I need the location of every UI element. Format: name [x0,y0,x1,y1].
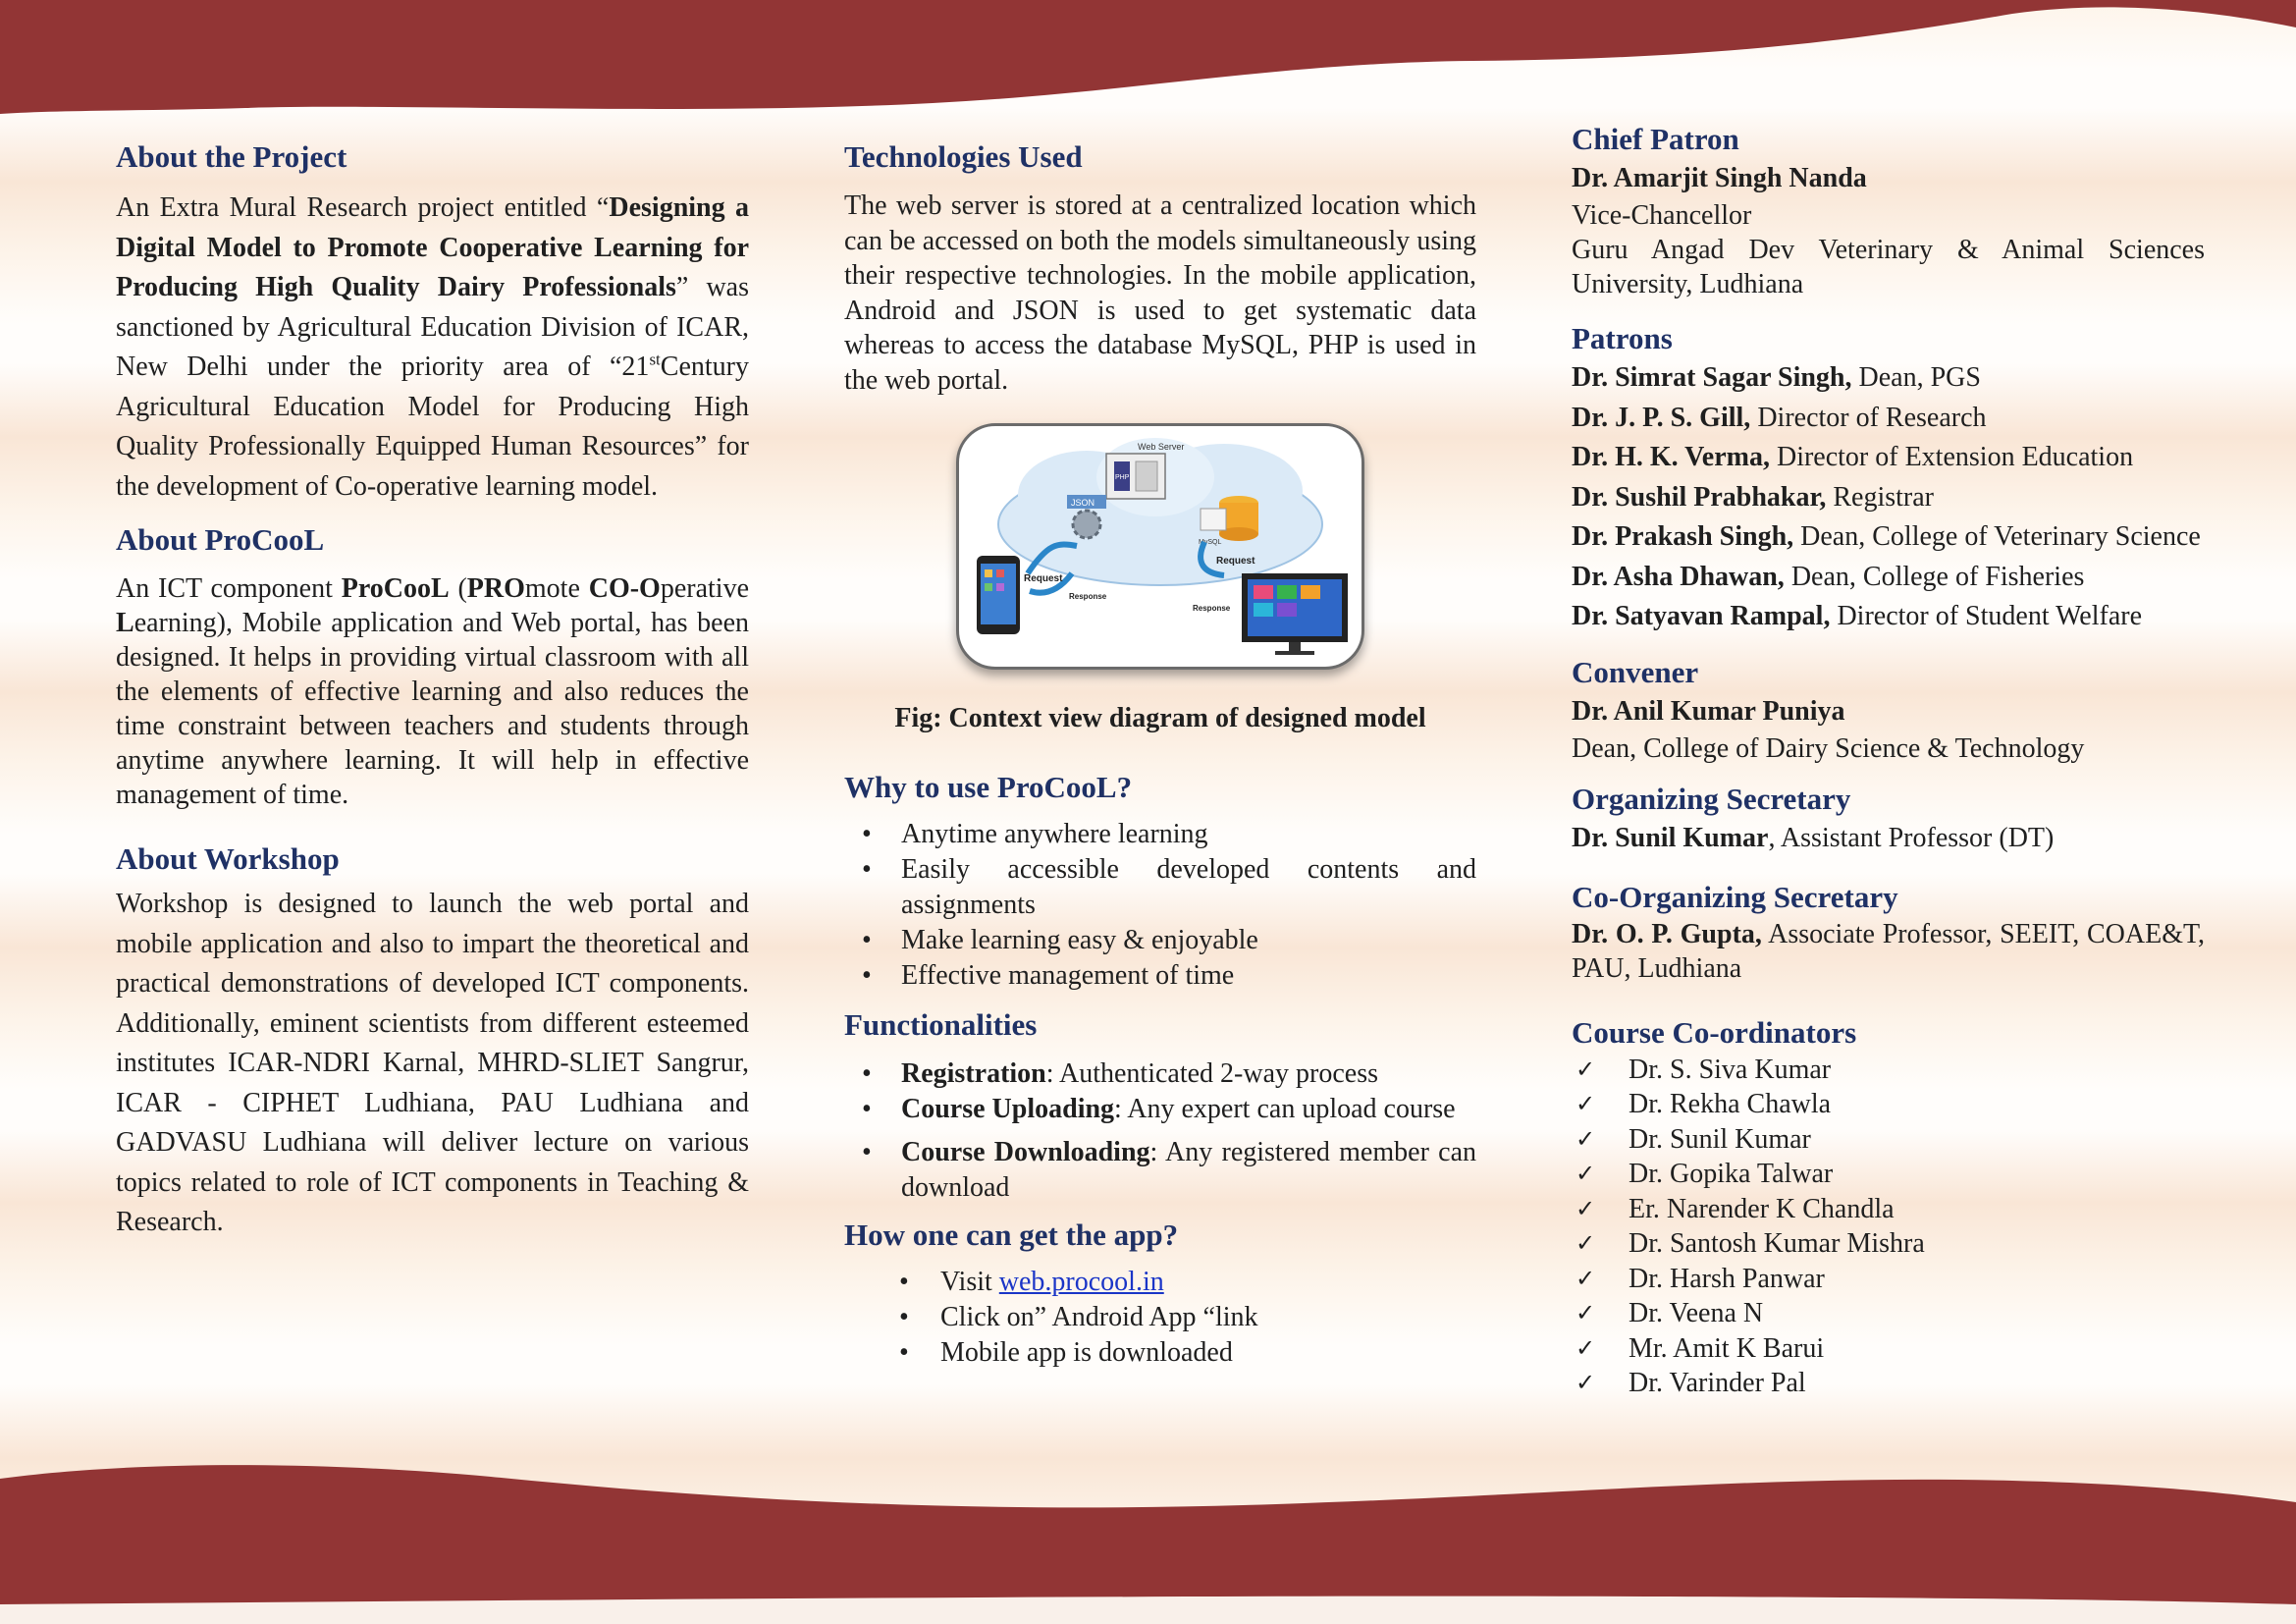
functionality-name: Course Uploading [901,1094,1115,1124]
patron-name: Dr. H. K. Verma, [1572,442,1770,472]
about-project-text [116,189,749,507]
patron-name: Dr. Simrat Sagar Singh, [1572,362,1852,393]
coordinator-item: ✓ Mr. Amit K Barui [1572,1331,2205,1367]
why-item: • Make learning easy & enjoyable [844,923,1476,958]
patron-name: Dr. J. P. S. Gill, [1572,402,1751,433]
functionalities-list [844,1056,1476,1206]
patron-name: Dr. Prakash Singh, [1572,521,1794,552]
get-app-item: • Click on” Android App “link [844,1300,1476,1335]
patron-item [1572,438,2205,478]
functionality-desc: : Authenticated 2-way process [1045,1058,1378,1089]
about-procool-heading: About ProCooL [116,522,325,557]
about-workshop-text: Workshop is designed to launch the web portal and mobile application and also to impart the theoretical and practical demonstrations of developed ICT components. Additionally, eminent scientists from different esteemed institutes ICAR-NDRI Karnal, MHRD-SLIET Sangrur, ICAR - CIPHET Ludhiana, PAU Ludhiana and GADVASU Ludhiana will deliver lecture on various topics related to role of ICT components in Teaching & Research. [116,889,749,1237]
organizing-heading: Organizing Secretary [1572,781,1851,816]
co-organizing-role: Associate Professor, SEEIT, COAE&T, PAU, Ludhiana [1572,918,2205,984]
response-label-left: Response [1069,592,1107,601]
chief-patron-name: Dr. Amarjit Singh Nanda [1572,163,1867,193]
get-app-item: • Mobile app is downloaded [844,1335,1476,1371]
visit-text: Visit [940,1267,999,1297]
procool-text-4: perative [660,573,749,604]
context-diagram-figure [956,423,1364,670]
coordinator-item: ✓ Dr. Rekha Chawla [1572,1087,2205,1122]
get-app-list [844,1265,1476,1371]
functionality-item [844,1056,1476,1092]
request-label-left: Request [1024,573,1063,584]
convener-name: Dr. Anil Kumar Puniya [1572,695,1845,727]
json-label: JSON [1071,498,1095,508]
organizing-secretary [1572,819,2205,858]
functionality-desc: : Any expert can upload course [1114,1094,1456,1124]
coordinator-item: ✓ Dr. Gopika Talwar [1572,1157,2205,1192]
functionality-name: Course Downloading [901,1137,1150,1167]
about-project-heading: About the Project [116,139,347,174]
about-project-end: Century Agricultural Education Model for Producing High Quality Professionally Equipped Human Resources” for the development of Co-operative learning model. [116,352,749,502]
procool-name: ProCooL [341,573,450,604]
procool-text-1: An ICT component [116,573,342,604]
patron-item [1572,478,2205,518]
coordinator-item: ✓ Er. Narender K Chandla [1572,1192,2205,1227]
request-label-right: Request [1216,556,1255,567]
context-diagram [959,426,1362,667]
co-organizing-secretary [1572,917,2205,986]
functionality-desc: : Any registered member can download [901,1137,1477,1203]
project-title: Designing a Digital Model to Promote Cooperative Learning for Producing High Quality Dairy Professionals [116,192,750,302]
patron-item [1572,558,2205,598]
patron-item [1572,517,2205,558]
get-app-item [844,1265,1476,1300]
coordinators-list [1572,1053,2205,1401]
procool-link[interactable]: web.procool.in [998,1267,1164,1297]
why-list [844,817,1476,994]
organizing-name: Dr. Sunil Kumar [1572,822,1769,853]
chief-patron-org-2: University, Ludhiana [1572,269,1804,299]
functionality-item [844,1135,1476,1206]
coordinator-item: ✓ Dr. Sunil Kumar [1572,1122,2205,1158]
about-project-mid: ” was sanctioned by Agricultural Education Division of ICAR, New Delhi under the priority area of “21 [116,272,749,382]
why-heading: Why to use ProCooL? [844,770,1133,804]
chief-patron-org-1: Guru Angad Dev Veterinary & Animal Sciences [1572,235,2205,265]
patron-name: Dr. Asha Dhawan, [1572,561,1785,592]
patron-item [1572,399,2205,439]
chief-patron-heading: Chief Patron [1572,122,1739,156]
middle-column [844,137,1476,1371]
coordinator-item: ✓ Dr. Varinder Pal [1572,1366,2205,1401]
top-wave-band [0,0,2296,128]
procool-acronym-1: PRO [466,573,525,604]
patrons-heading: Patrons [1572,321,1673,355]
patrons-list [1572,358,2205,637]
get-app-heading: How one can get the app? [844,1218,1179,1252]
convener-heading: Convener [1572,654,1699,689]
functionality-name: Registration [901,1058,1046,1089]
technologies-text: The web server is stored at a centralized location which can be accessed on both the models simultaneously using their respective technologies. In the mobile application, Android and JSON is used to get systematic data whereas to access the database MySQL, PHP is used in the web portal. [844,190,1476,396]
mysql-label: MySQL [1199,539,1222,546]
desktop-monitor-icon [1242,573,1348,655]
coordinator-item: ✓ Dr. Harsh Panwar [1572,1262,2205,1297]
patron-role: Director of Research [1750,402,1987,433]
co-organizing-name: Dr. O. P. Gupta, [1572,918,1762,949]
php-label: PHP [1115,474,1130,481]
web-server-label: Web Server [1138,442,1185,452]
patron-name: Dr. Satyavan Rampal, [1572,601,1831,631]
procool-text-5: earning), Mobile application and Web portal, has been designed. It helps in providing virtual classroom with all the elements of effective learning and also reduces the time constraint between teachers and students through anytime anywhere learning. It will help in effective management of time. [116,608,749,810]
patron-role: Dean, PGS [1851,362,1981,393]
patron-name: Dr. Sushil Prabhakar, [1572,481,1827,513]
co-organizing-heading: Co-Organizing Secretary [1572,879,1898,914]
chief-patron-role: Vice-Chancellor [1572,200,1752,231]
patron-role: Director of Extension Education [1769,442,2134,472]
patron-role: Director of Student Welfare [1830,601,2143,631]
left-column [116,137,749,1243]
right-column [1572,120,2205,1401]
patron-role: Registrar [1826,481,1934,513]
coordinator-item: ✓ Dr. Santosh Kumar Mishra [1572,1226,2205,1262]
patron-role: Dean, College of Veterinary Science [1793,521,2201,552]
bottom-wave-band [0,1457,2296,1624]
patron-item [1572,358,2205,399]
why-item: • Effective management of time [844,958,1476,994]
about-project-intro: An Extra Mural Research project entitled “ [116,192,610,223]
convener-role: Dean, College of Dairy Science & Technology [1572,732,2085,764]
response-label-right: Response [1193,604,1231,613]
ordinal-suffix: st [649,350,661,369]
why-item: • Anytime anywhere learning [844,817,1476,852]
patron-role: Dean, College of Fisheries [1784,561,2085,592]
procool-acronym-2: CO-O [588,573,661,604]
functionality-item [844,1092,1476,1127]
about-procool-text [116,571,749,812]
organizing-role: , Assistant Professor (DT) [1768,822,2055,853]
procool-text-3: mote [524,573,589,604]
mobile-phone-icon [977,556,1020,634]
coordinator-item: ✓ Dr. Veena N [1572,1296,2205,1331]
patron-item [1572,597,2205,637]
about-workshop-heading: About Workshop [116,841,340,876]
coordinators-heading: Course Co-ordinators [1572,1014,1857,1050]
procool-text-2: ( [449,573,467,604]
functionalities-heading: Functionalities [844,1007,1038,1042]
technologies-heading: Technologies Used [844,139,1083,174]
procool-acronym-3: L [116,608,134,638]
why-item: • Easily accessible developed contents and assignments [844,852,1476,923]
figure-caption: Fig: Context view diagram of designed model [894,703,1426,733]
coordinator-item: ✓ Dr. S. Siva Kumar [1572,1053,2205,1088]
